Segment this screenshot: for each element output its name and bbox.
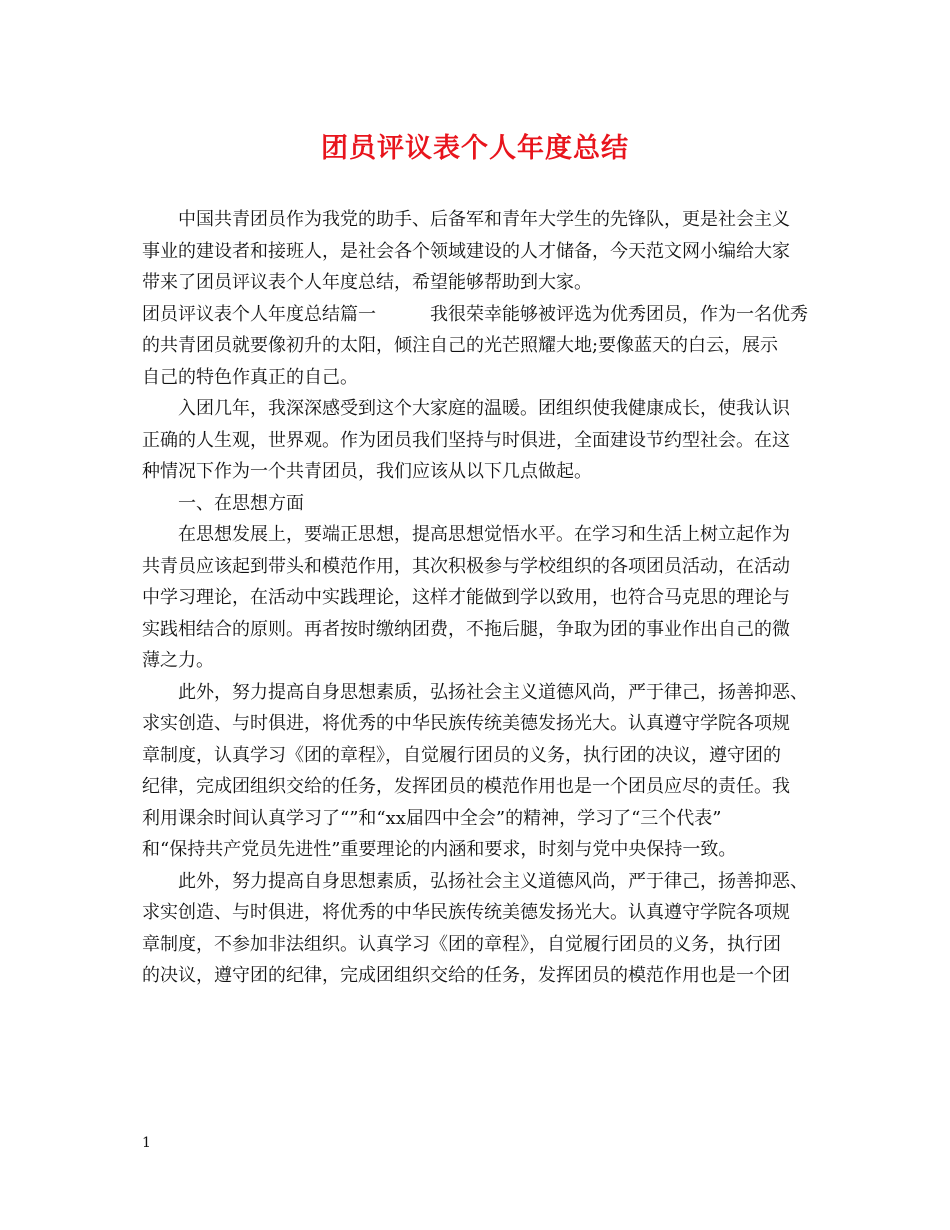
- document-body: [142, 204, 814, 992]
- text-line: 正确的人生观，世界观。作为团员我们坚持与时俱进，全面建设节约型社会。在这: [142, 429, 790, 451]
- text-line: 带来了团员评议表个人年度总结，希望能够帮助到大家。: [142, 272, 592, 293]
- text-line: 章制度，认真学习《团的章程》，自觉履行团员的义务，执行团的决议，遵守团的: [142, 744, 781, 766]
- text-line: 实践相结合的原则。再者按时缴纳团费，不拖后腿，争取为团的事业作出自己的微: [142, 618, 790, 640]
- text-line: 种情况下作为一个共青团员，我们应该从以下几点做起。: [142, 461, 592, 482]
- text-line: 中学习理论，在活动中实践理论，这样才能做到学以致用，也符合马克思的理论与: [142, 587, 790, 608]
- text-line: 的共青团员就要像初升的太阳，倾注自己的光芒照耀大地;要像蓝天的白云，展示: [142, 335, 779, 356]
- text-line: 此外，努力提高自身思想素质，弘扬社会主义道德风尚，严于律己，扬善抑恶、: [178, 870, 808, 892]
- text-line: 利用课余时间认真学习了“”和“xx届四中全会”的精神，学习了“三个代表”: [142, 807, 722, 829]
- text-line: 中国共青团员作为我党的助手、后备军和青年大学生的先锋队，更是社会主义: [178, 209, 790, 230]
- document-title: 团员评议表个人年度总结: [321, 133, 629, 164]
- text-line: 薄之力。: [142, 650, 214, 671]
- section-heading: 一、在思想方面: [178, 492, 304, 514]
- text-line: 团员评议表个人年度总结篇一 我很荣幸能够被评选为优秀团员，作为一名优秀: [142, 303, 808, 325]
- text-line: 入团几年，我深深感受到这个大家庭的温暖。团组织使我健康成长，使我认识: [178, 398, 790, 419]
- text-line: 的决议，遵守团的纪律，完成团组织交给的任务，发挥团员的模范作用也是一个团: [142, 965, 790, 986]
- text-line: 章制度，不参加非法组织。认真学习《团的章程》，自觉履行团员的义务，执行团: [142, 933, 781, 955]
- text-line: 事业的建设者和接班人，是社会各个领域建设的人才储备，今天范文网小编给大家: [142, 240, 790, 262]
- text-line: 此外，努力提高自身思想素质，弘扬社会主义道德风尚，严于律己，扬善抑恶、: [178, 681, 808, 703]
- text-line: 纪律，完成团组织交给的任务，发挥团员的模范作用也是一个团员应尽的责任。我: [142, 776, 790, 797]
- page-number: 1: [142, 1135, 151, 1151]
- text-line: 共青员应该起到带头和模范作用，其次积极参与学校组织的各项团员活动，在活动: [142, 555, 790, 577]
- text-line: 自己的特色作真正的自己。: [142, 366, 358, 388]
- text-line: 求实创造、与时俱进，将优秀的中华民族传统美德发扬光大。认真遵守学院各项规: [142, 902, 790, 923]
- text-line: 和“保持共产党员先进性”重要理论的内涵和要求，时刻与党中央保持一致。: [142, 839, 737, 860]
- text-line: 求实创造、与时俱进，将优秀的中华民族传统美德发扬光大。认真遵守学院各项规: [142, 713, 790, 734]
- text-line: 在思想发展上，要端正思想，提高思想觉悟水平。在学习和生活上树立起作为: [178, 524, 790, 545]
